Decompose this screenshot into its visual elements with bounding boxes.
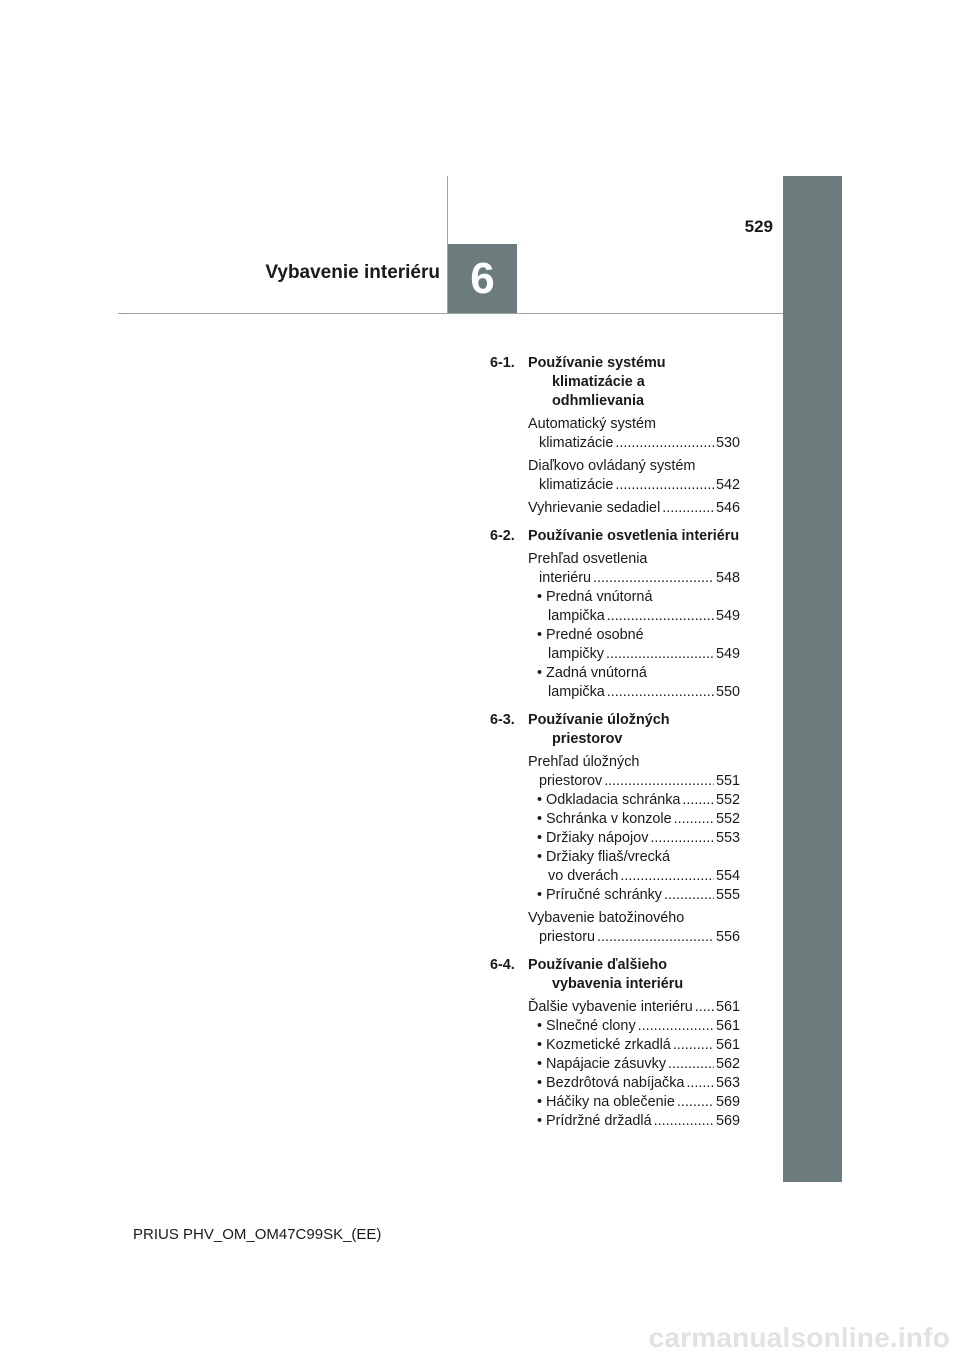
table-of-contents — [490, 354, 740, 1140]
entry-label-line: Diaľkovo ovládaný systém — [528, 458, 696, 474]
dot-leader — [686, 1074, 714, 1093]
dot-leader — [664, 886, 714, 905]
toc-sub-entry[interactable] — [528, 791, 740, 810]
entry-label: vo dverách — [548, 868, 619, 884]
dot-leader — [593, 569, 714, 588]
toc-sub-entry[interactable] — [528, 588, 740, 626]
entry-label-line: • Predná vnútorná — [537, 589, 653, 605]
toc-section-6-3 — [490, 711, 740, 947]
section-title: Používanie úložných priestorov — [528, 712, 670, 747]
entry-page: 561 — [715, 999, 740, 1015]
entry-label: • Držiaky nápojov — [537, 830, 649, 846]
toc-sub-entry[interactable] — [528, 829, 740, 848]
entry-label: Ďalšie vybavenie interiéru — [528, 999, 693, 1015]
section-number: 6-1. — [490, 355, 515, 371]
page-number: 529 — [744, 217, 773, 236]
toc-entry[interactable] — [528, 909, 740, 947]
toc-sub-entry[interactable] — [528, 664, 740, 702]
entry-label: • Kozmetické zrkadlá — [537, 1037, 671, 1053]
entry-page: 563 — [715, 1075, 740, 1091]
entry-label-line: • Zadná vnútorná — [537, 665, 647, 681]
section-number: 6-3. — [490, 712, 515, 728]
entry-label-line: • Predné osobné — [537, 627, 644, 643]
entry-page: 549 — [715, 646, 740, 662]
dot-leader — [695, 998, 714, 1017]
toc-entry[interactable] — [528, 550, 740, 588]
entry-page: 555 — [715, 887, 740, 903]
entry-label-line: Prehľad úložných — [528, 754, 640, 770]
header-horizontal-rule — [118, 313, 783, 314]
entry-page: 542 — [715, 477, 740, 493]
entry-label: lampička — [548, 684, 605, 700]
entry-page: 552 — [715, 792, 740, 808]
dot-leader — [673, 1036, 714, 1055]
dot-leader — [654, 1112, 714, 1131]
section-title: Používanie osvetlenia interiéru — [528, 528, 740, 544]
entry-page: 554 — [715, 868, 740, 884]
entry-label: klimatizácie — [539, 435, 614, 451]
entry-page: 569 — [715, 1113, 740, 1129]
section-number: 6-4. — [490, 957, 515, 973]
dot-leader — [597, 928, 714, 947]
toc-section-6-4 — [490, 956, 740, 1131]
entry-page: 561 — [715, 1018, 740, 1034]
entry-label-line: Vybavenie batožinového — [528, 910, 685, 926]
dot-leader — [615, 476, 714, 495]
dot-leader — [606, 645, 714, 664]
entry-label: • Napájacie zásuvky — [537, 1056, 667, 1072]
entry-page: 562 — [715, 1056, 740, 1072]
section-heading[interactable] — [490, 527, 740, 546]
entry-label: Vyhrievanie sedadiel — [528, 500, 661, 516]
toc-sub-entry[interactable] — [528, 1112, 740, 1131]
entry-label-line: • Držiaky fliaš/vrecká — [537, 849, 670, 865]
dot-leader — [674, 810, 714, 829]
toc-entry[interactable] — [528, 499, 740, 518]
entry-label: • Slnečné clony — [537, 1018, 636, 1034]
entry-label: klimatizácie — [539, 477, 614, 493]
entry-label-line: Prehľad osvetlenia — [528, 551, 648, 567]
dot-leader — [682, 791, 714, 810]
entry-label: lampičky — [548, 646, 604, 662]
toc-sub-entry[interactable] — [528, 1074, 740, 1093]
toc-entry[interactable] — [528, 457, 740, 495]
toc-sub-entry[interactable] — [528, 1055, 740, 1074]
entry-label: • Bezdrôtová nabíjačka — [537, 1075, 685, 1091]
dot-leader — [662, 499, 714, 518]
toc-sub-entry[interactable] — [528, 886, 740, 905]
entry-label: • Schránka v konzole — [537, 811, 672, 827]
chapter-side-tab — [783, 176, 842, 1182]
entry-page: 556 — [715, 929, 740, 945]
section-heading[interactable] — [490, 354, 740, 411]
entry-label: • Háčiky na oblečenie — [537, 1094, 675, 1110]
toc-sub-entry[interactable] — [528, 1036, 740, 1055]
section-title: Používanie ďalšieho vybavenia interiéru — [528, 957, 684, 992]
entry-label: interiéru — [539, 570, 591, 586]
dot-leader — [620, 867, 714, 886]
dot-leader — [650, 829, 714, 848]
chapter-title: Vybavenie interiéru — [265, 262, 440, 283]
entry-label: • Príručné schránky — [537, 887, 663, 903]
entry-page: 550 — [715, 684, 740, 700]
toc-entry[interactable] — [528, 998, 740, 1017]
section-title: Používanie systému klimatizácie a odhmlievania — [528, 355, 666, 409]
dot-leader — [607, 607, 714, 626]
entry-page: 530 — [715, 435, 740, 451]
section-number: 6-2. — [490, 528, 515, 544]
entry-page: 553 — [715, 830, 740, 846]
toc-sub-entry[interactable] — [528, 1017, 740, 1036]
entry-label-line: Automatický systém — [528, 416, 656, 432]
toc-sub-entry[interactable] — [528, 626, 740, 664]
entry-page: 546 — [715, 500, 740, 516]
entry-page: 561 — [715, 1037, 740, 1053]
entry-label: • Odkladacia schránka — [537, 792, 681, 808]
dot-leader — [604, 772, 714, 791]
toc-sub-entry[interactable] — [528, 848, 740, 886]
entry-page: 549 — [715, 608, 740, 624]
footer-doc-id: PRIUS PHV_OM_OM47C99SK_(EE) — [133, 1226, 382, 1243]
toc-entry[interactable] — [528, 753, 740, 791]
dot-leader — [638, 1017, 714, 1036]
entry-label: • Prídržné držadlá — [537, 1113, 652, 1129]
entry-label: priestoru — [539, 929, 595, 945]
section-heading[interactable] — [490, 956, 740, 994]
toc-section-6-1 — [490, 354, 740, 518]
entry-page: 552 — [715, 811, 740, 827]
toc-section-6-2 — [490, 527, 740, 702]
entry-page: 569 — [715, 1094, 740, 1110]
toc-sub-entry[interactable] — [528, 1093, 740, 1112]
watermark: carmanualsonline.info — [648, 1322, 950, 1353]
entry-page: 551 — [715, 773, 740, 789]
chapter-number-box: 6 — [448, 244, 517, 313]
toc-entry[interactable] — [528, 415, 740, 453]
dot-leader — [615, 434, 714, 453]
dot-leader — [668, 1055, 714, 1074]
entry-label: lampička — [548, 608, 605, 624]
dot-leader — [607, 683, 714, 702]
entry-label: priestorov — [539, 773, 603, 789]
section-heading[interactable] — [490, 711, 740, 749]
dot-leader — [677, 1093, 714, 1112]
toc-sub-entry[interactable] — [528, 810, 740, 829]
entry-page: 548 — [715, 570, 740, 586]
